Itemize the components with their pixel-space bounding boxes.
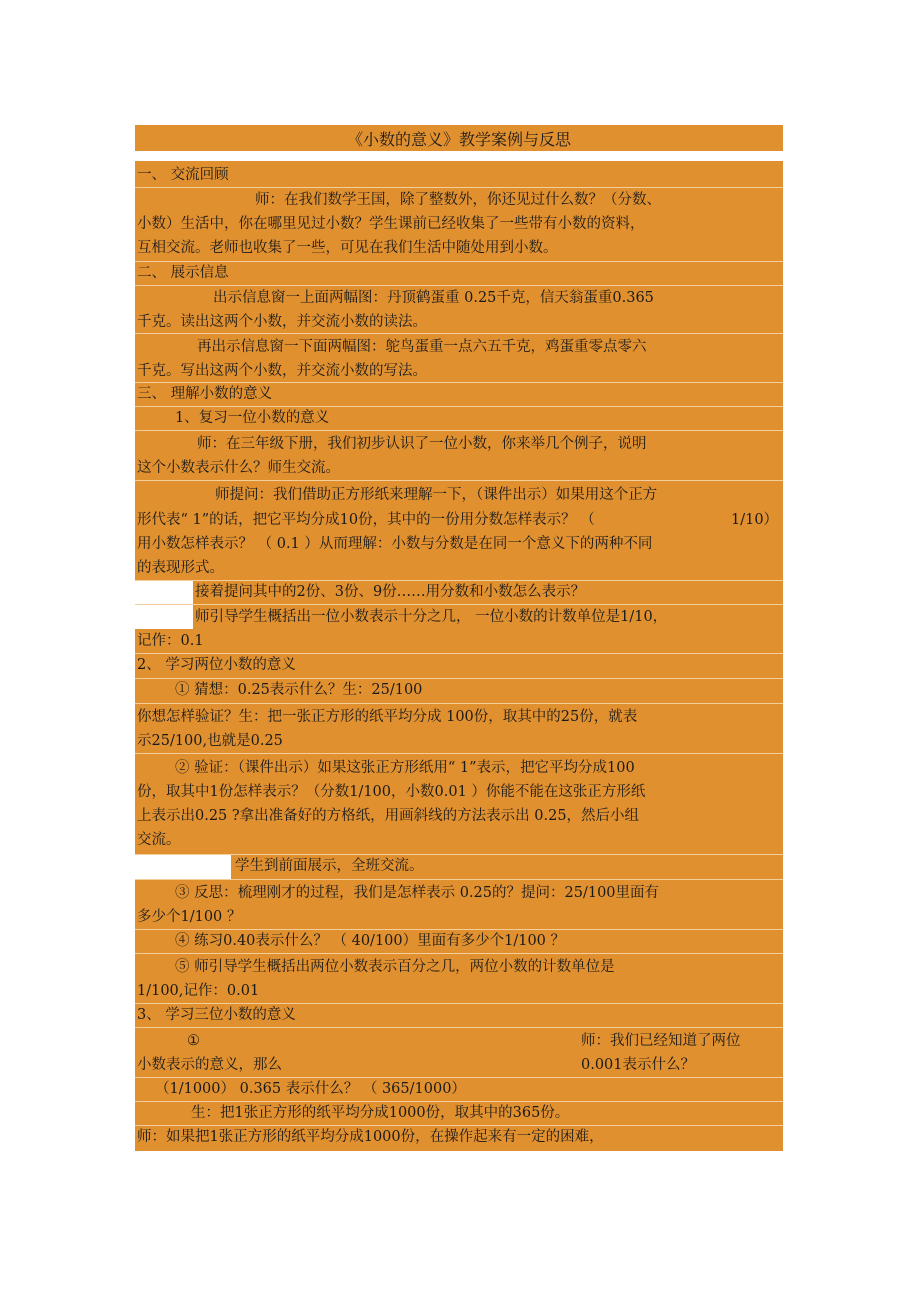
document-title [135,125,783,151]
paragraph: 你想怎样验证？生：把一张正方形的纸平均分成 100份，取其中的25份，就表 示25/100,也就是0.25 [135,703,783,754]
paragraph: 师：在我们数学王国，除了整数外，你还见过什么数？（分数、 小数）生活中，你在哪里见过小数？学生课前已经收集了一些带有小数的资料， 互相交流。老师也收集了一些，可见在我们生活中随处用到小数。 [135,187,783,262]
list-item: ① 猜想：0.25表示什么？生：25/100 [135,678,783,704]
section-heading: 二、 展示信息 [135,261,783,286]
list-item: ③ 反思：梳理刚才的过程，我们是怎样表示 0.25的？提问：25/100里面有 多少个1/100 ？ [135,879,783,930]
lesson-body [135,161,783,1151]
paragraph: 学生到前面展示，全班交流。 [135,854,783,880]
paragraph: 生：把1张正方形的纸平均分成1000份，取其中的365份。 [135,1101,783,1126]
list-item: ② 验证：（课件出示）如果这张正方形纸用“ 1”表示，把它平均分成100 份，取其中1份怎样表示？（分数1/100，小数0.01 ）你能不能在这张正方形纸 上表示出0.25 ?拿出准备好的方格纸，用画斜线的方法表示出 0.25，然后小组 交流。 [135,753,783,855]
sub-heading: 1、复习一位小数的意义 [135,406,783,431]
paragraph: 师：如果把1张正方形的纸平均分成1000份，在操作起来有一定的困难， [137,1129,604,1145]
list-item: ⑤ 师引导学生概括出两位小数表示百分之几，两位小数的计数单位是 1/100,记作：0.01 [135,953,783,1004]
section-heading: 三、 理解小数的意义 [135,382,783,407]
list-item: ④ 练习0.40表示什么？ （ 40/100）里面有多少个1/100 ？ [135,929,783,954]
paragraph: 师：在三年级下册，我们初步认识了一位小数，你来举几个例子，说明 这个小数表示什么？师生交流。 [135,430,783,481]
paragraph: 师引导学生概括出一位小数表示十分之几， 一位小数的计数单位是1/10， 记作：0.1 [135,604,783,654]
paragraph: 接着提问其中的2份、3份、9份……用分数和小数怎么表示？ [135,580,783,605]
sub-heading: 2、 学习两位小数的意义 [135,653,783,679]
paragraph: 师提问：我们借助正方形纸来理解一下，（课件出示）如果用这个正方 形代表“ 1”的话，把它平均分成10份，其中的一份用分数怎样表示？ （ 1/10） 用小数怎样表示？ （ 0.1 ）从而理解：小数与分数是在同一个意义下的两种不同 的表现形式。 [135,480,783,581]
paragraph: 出示信息窗一上面两幅图：丹顶鹤蛋重 0.25千克，信天翁蛋重0.365 千克。读出这两个小数，并交流小数的读法。 [135,285,783,334]
title-text: 《小数的意义》教学案例与反思 [346,129,571,149]
list-item: ① 师：我们已经知道了两位 小数表示的意义，那么 0.001表示什么？ [135,1027,783,1078]
paragraph: 再出示信息窗一下面两幅图：鸵鸟蛋重一点六五千克，鸡蛋重零点零六 千克。写出这两个小数，并交流小数的写法。 [135,333,783,383]
sub-heading: 3、 学习三位小数的意义 [135,1003,783,1028]
section-heading: 一、 交流回顾 [135,163,783,188]
paragraph: （1/1000） 0.365 表示什么？ （ 365/1000） [135,1077,783,1102]
